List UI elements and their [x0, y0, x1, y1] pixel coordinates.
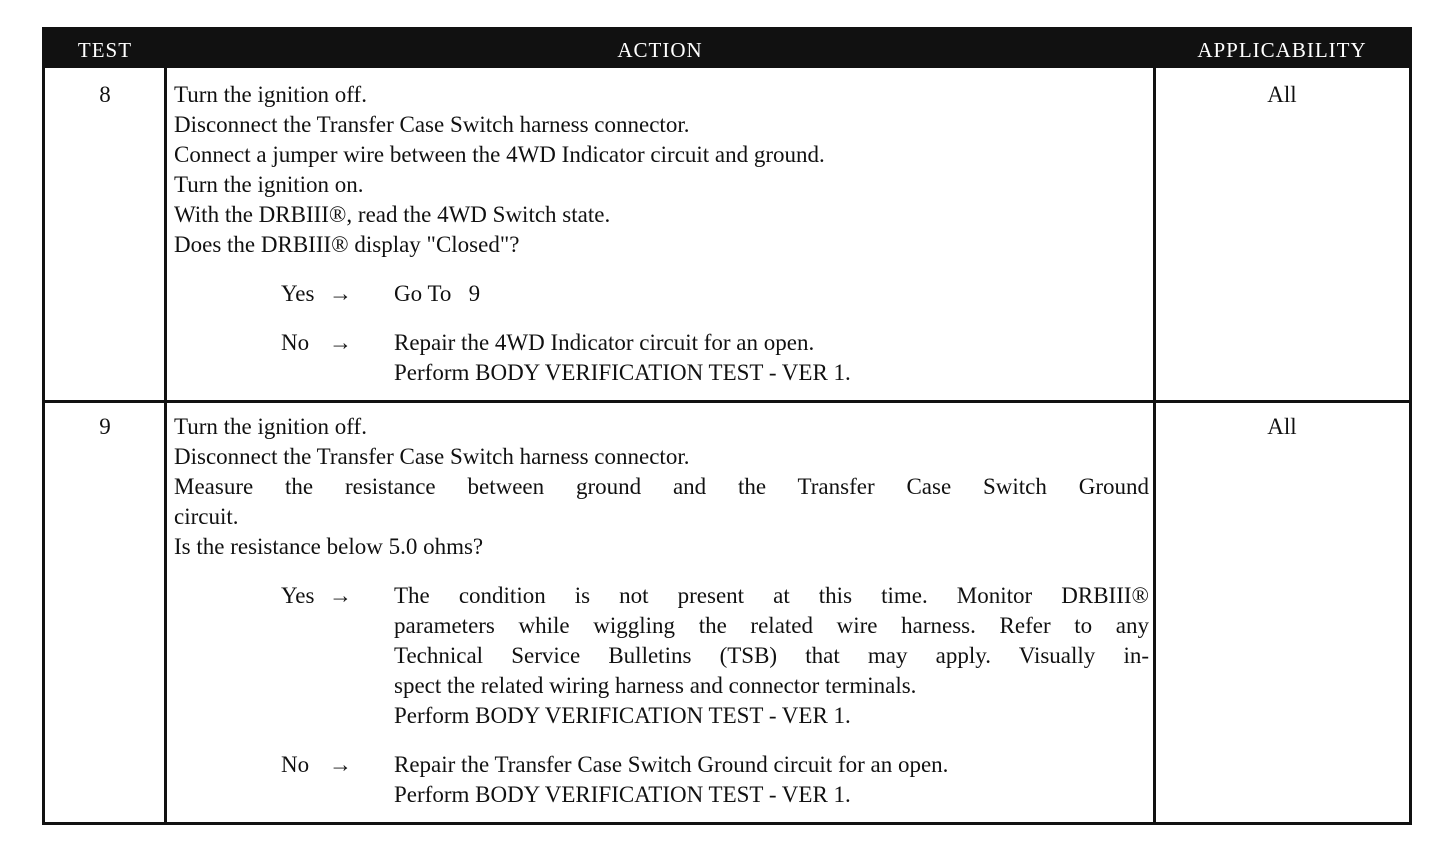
header-action: ACTION: [617, 38, 703, 62]
result-text: Perform BODY VERIFICATION TEST - VER 1.: [394, 782, 851, 807]
result-text: Perform BODY VERIFICATION TEST - VER 1.: [394, 360, 851, 385]
step-text: Turn the ignition off.: [174, 414, 367, 439]
yes-result: [394, 279, 1149, 309]
step-text: Disconnect the Transfer Case Switch harness connector.: [174, 112, 690, 137]
step-text: With the DRBIII®, read the 4WD Switch state.: [174, 202, 611, 227]
no-label: No: [281, 330, 310, 355]
no-branch: [174, 328, 1149, 388]
step-text: Turn the ignition on.: [174, 172, 364, 197]
arrow-icon: →: [329, 752, 352, 777]
applicability-value: All: [1267, 82, 1297, 107]
step-text: Disconnect the Transfer Case Switch harness connector.: [174, 444, 690, 469]
result-text: Repair the Transfer Case Switch Ground circuit for an open.: [394, 752, 949, 777]
no-result: [394, 328, 1149, 388]
result-text: Technical Service Bulletins (TSB) that may apply. Visually in-: [394, 643, 1149, 668]
step-text: Connect a jumper wire between the 4WD Indicator circuit and ground.: [174, 142, 825, 167]
action-cell: [174, 80, 1149, 388]
action-cell: [174, 412, 1149, 810]
yes-label: Yes: [281, 281, 315, 306]
test-number: 9: [99, 414, 111, 439]
arrow-icon: →: [329, 330, 352, 355]
step-text: Measure the resistance between ground and the Transfer Case Switch Ground: [174, 474, 1149, 499]
step-text: Turn the ignition off.: [174, 82, 367, 107]
result-text: parameters while wiggling the related wire harness. Refer to any: [394, 613, 1149, 638]
step-text: Is the resistance below 5.0 ohms?: [174, 534, 484, 559]
yes-branch: [174, 581, 1149, 731]
result-text: The condition is not present at this time. Monitor DRBIII®: [394, 583, 1149, 608]
test-number: 8: [99, 82, 111, 107]
no-branch: [174, 750, 1149, 810]
arrow-icon: →: [329, 281, 352, 306]
arrow-icon: →: [329, 583, 352, 608]
column-divider: [1153, 68, 1156, 822]
header-test: TEST: [77, 38, 133, 62]
result-text: Perform BODY VERIFICATION TEST - VER 1.: [394, 703, 851, 728]
no-label: No: [281, 752, 310, 777]
result-text: Repair the 4WD Indicator circuit for an open.: [394, 330, 815, 355]
column-divider: [164, 68, 167, 822]
step-text: Does the DRBIII® display "Closed"?: [174, 232, 520, 257]
yes-result: [394, 581, 1149, 731]
no-result: [394, 750, 1149, 810]
result-text: Go To 9: [394, 281, 481, 306]
row-divider: [45, 400, 1409, 403]
result-text: spect the related wiring harness and connector terminals.: [394, 673, 917, 698]
yes-label: Yes: [281, 583, 315, 608]
diagnostic-test-table: [42, 27, 1412, 825]
step-text: circuit.: [174, 504, 239, 529]
applicability-value: All: [1267, 414, 1297, 439]
yes-branch: [174, 279, 1149, 309]
table-header: [45, 30, 1409, 68]
header-applicability: APPLICABILITY: [1197, 38, 1367, 62]
